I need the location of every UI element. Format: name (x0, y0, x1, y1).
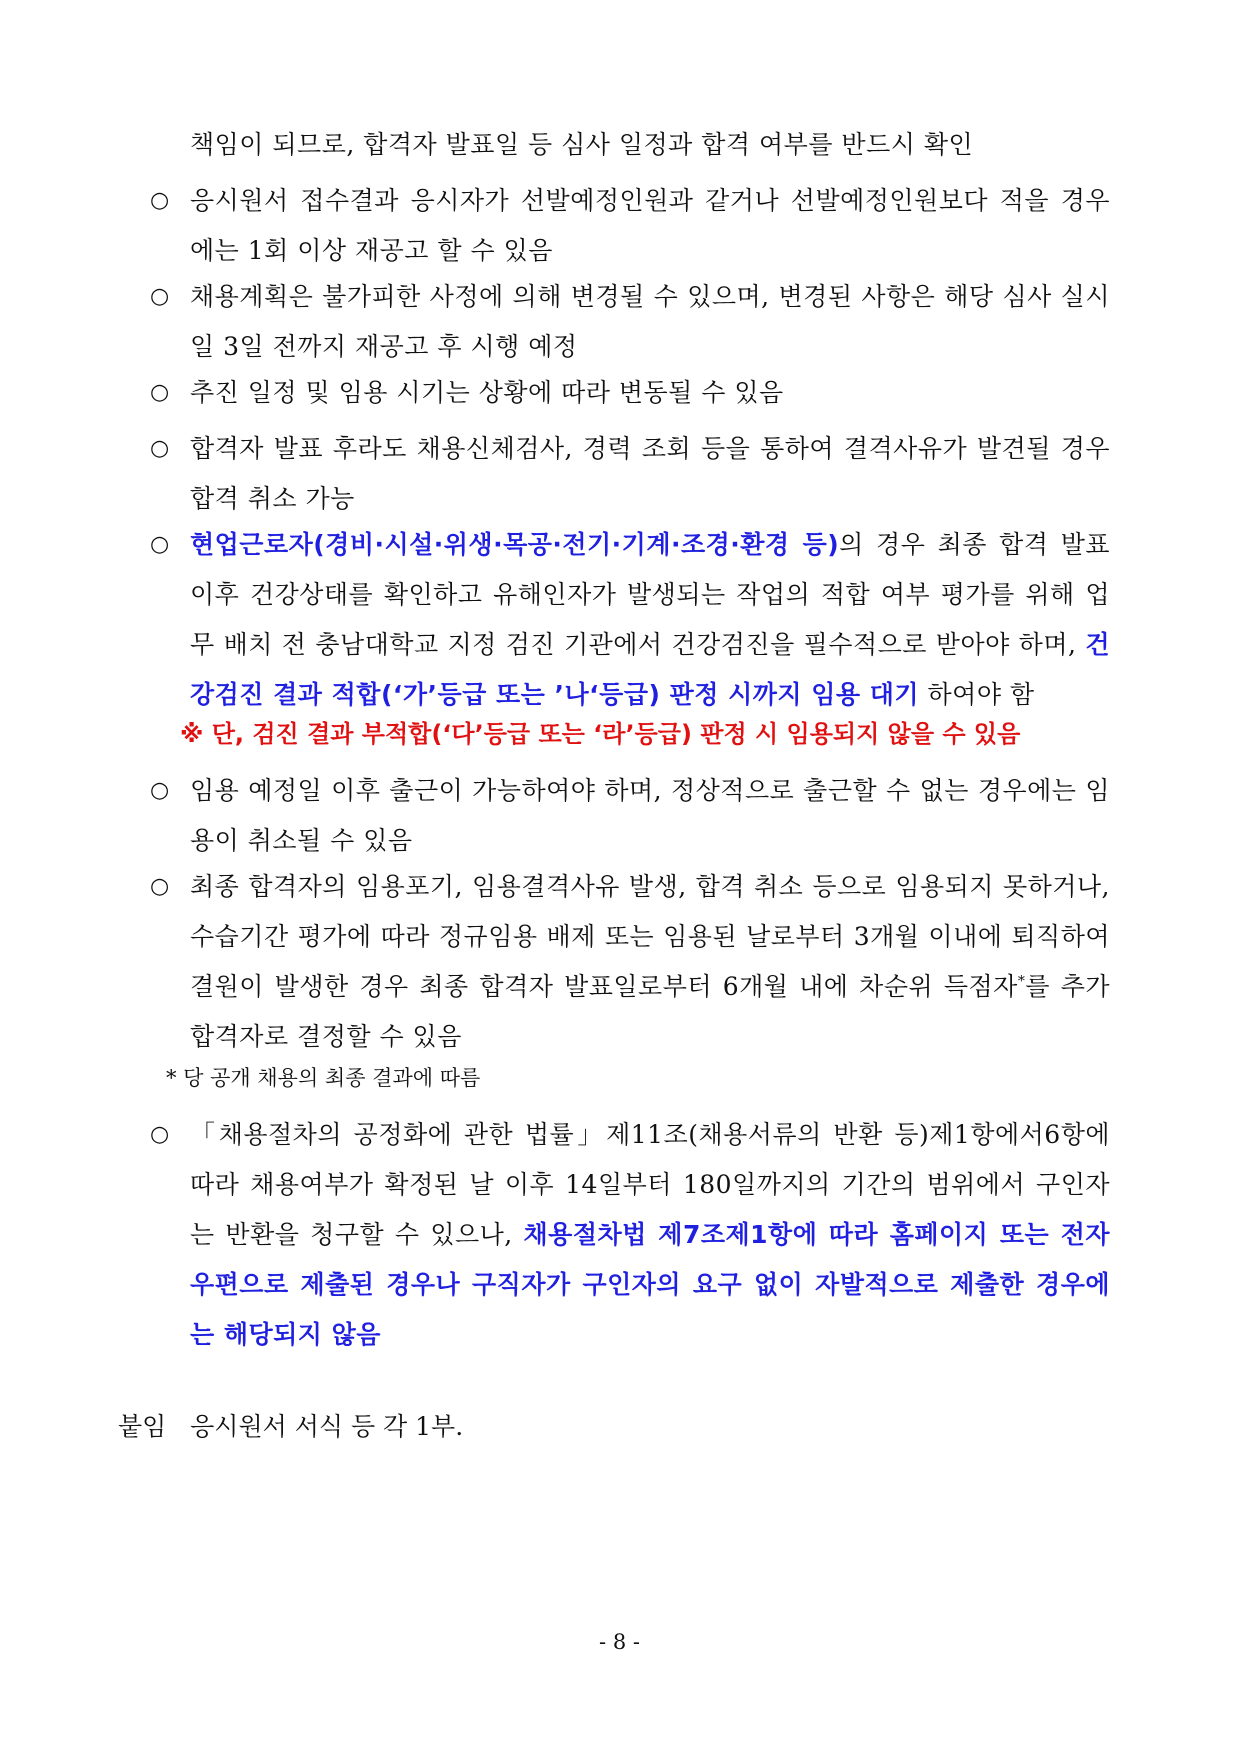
footnote-marker: * (1017, 973, 1026, 990)
highlight-text: 건강검진 결과 적합(‘가’등급 또는 ’나‘등급) 판정 시까지 임용 대기 (190, 630, 1110, 709)
list-item (150, 520, 1110, 720)
plain-text: 최종 합격자의 임용포기, 임용결격사유 발생, 합격 취소 등으로 임용되지 못하거나, 수습기간 평가에 따라 정규임용 배제 또는 임용된 날로부터 3개월 이내에 퇴직하여 결원이 발생한 경우 최종 합격자 발표일로부터 6개월 내에 차순위 득점자 (190, 872, 1110, 1001)
bullet-icon: ○ (150, 874, 170, 899)
attachment-text: 응시원서 서식 등 각 1부. (190, 1412, 464, 1441)
bullet-icon: ○ (150, 1122, 170, 1147)
warning-note: ※ 단, 검진 결과 부적합(‘다’등급 또는 ‘라’등급) 판정 시 임용되지 않을 수 있음 (180, 720, 1021, 748)
bullet-icon: ○ (150, 436, 170, 461)
bullet-icon: ○ (150, 284, 170, 309)
list-item-text: 응시원서 접수결과 응시자가 선발예정인원과 같거나 선발예정인원보다 적을 경우에는 1회 이상 재공고 할 수 있음 (190, 186, 1110, 265)
footnote: * 당 공개 채용의 최종 결과에 따름 (166, 1066, 481, 1090)
bullet-icon: ○ (150, 778, 170, 803)
list-item-text (190, 520, 1110, 720)
page-number: - 8 - (599, 1630, 640, 1654)
plain-text: 를 추가합격자로 결정할 수 있음 (190, 972, 1110, 1051)
plain-text: 의 경우 최종 합격 발표 이후 건강상태를 확인하고 유해인자가 발생되는 작업의 적합 여부 평가를 위해 업무 배치 전 충남대학교 지정 검진 기관에서 건강검진을 필수적으로 받아야 하며, (190, 530, 1110, 659)
list-item-text (190, 862, 1110, 1062)
list-item (150, 1110, 1110, 1360)
plain-text: 「채용절차의 공정화에 관한 법률」제11조(채용서류의 반환 등)제1항에서6항에 따라 채용여부가 확정된 날 이후 14일부터 180일까지의 기간의 범위에서 구인자는 반환을 청구할 수 있으나, (190, 1120, 1110, 1249)
list-item (150, 368, 1110, 418)
plain-text: 하여야 함 (919, 680, 1035, 709)
bullet-icon: ○ (150, 380, 170, 405)
paragraph-continuation (150, 120, 1110, 170)
attachment-label: 붙임 (118, 1412, 167, 1441)
list-item-text (190, 1110, 1110, 1360)
bullet-icon: ○ (150, 532, 170, 557)
paragraph-text: 책임이 되므로, 합격자 발표일 등 심사 일정과 합격 여부를 반드시 확인 (190, 130, 974, 159)
list-item (150, 862, 1110, 1062)
list-item (150, 766, 1110, 866)
highlight-text: 채용절차법 제7조제1항에 따라 홈페이지 또는 전자우편으로 제출된 경우나 구직자가 구인자의 요구 없이 자발적으로 제출한 경우에는 해당되지 않음 (190, 1220, 1110, 1349)
attachment-line (118, 1407, 463, 1447)
list-item-text: 추진 일정 및 임용 시기는 상황에 따라 변동될 수 있음 (190, 378, 784, 407)
bullet-icon: ○ (150, 188, 170, 213)
list-item-text: 임용 예정일 이후 출근이 가능하여야 하며, 정상적으로 출근할 수 없는 경우에는 임용이 취소될 수 있음 (190, 776, 1110, 855)
list-item-text: 채용계획은 불가피한 사정에 의해 변경될 수 있으며, 변경된 사항은 해당 심사 실시일 3일 전까지 재공고 후 시행 예정 (190, 282, 1110, 361)
list-item (150, 424, 1110, 524)
highlight-text: 현업근로자(경비·시설·위생·목공·전기·기계·조경·환경 등) (190, 530, 840, 559)
list-item (150, 272, 1110, 372)
list-item (150, 176, 1110, 276)
list-item-text: 합격자 발표 후라도 채용신체검사, 경력 조회 등을 통하여 결격사유가 발견될 경우 합격 취소 가능 (190, 434, 1110, 513)
